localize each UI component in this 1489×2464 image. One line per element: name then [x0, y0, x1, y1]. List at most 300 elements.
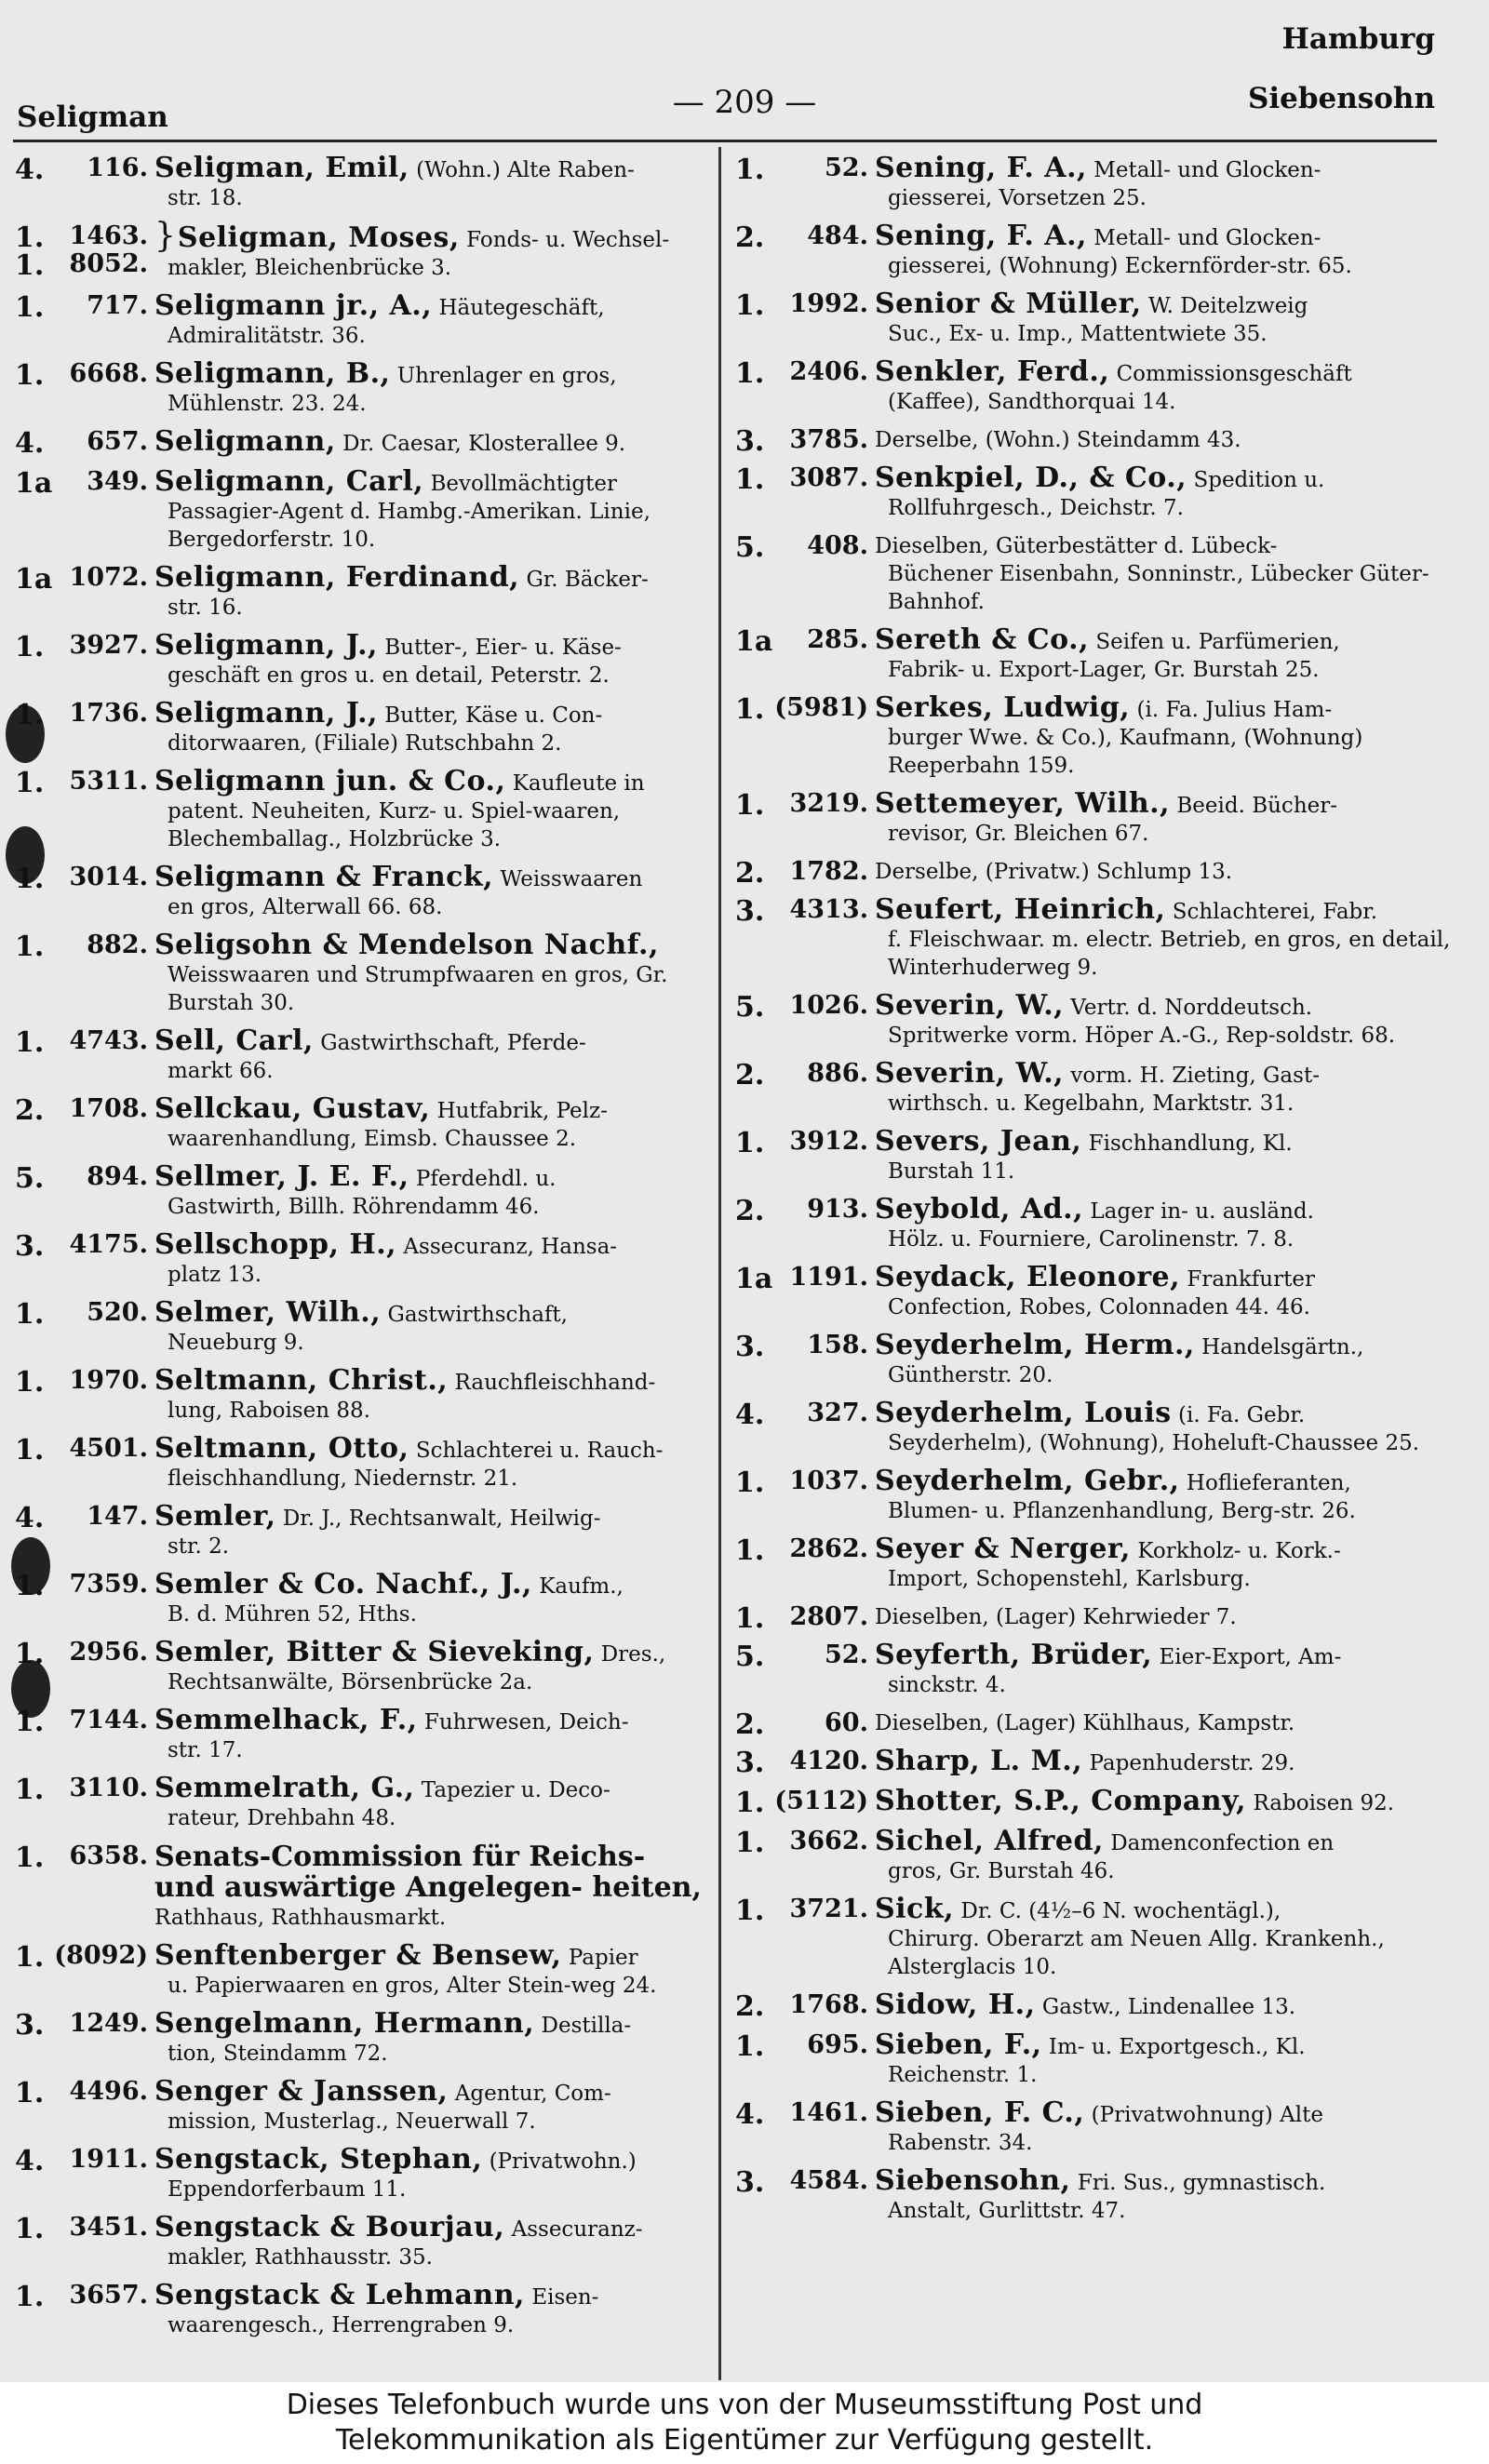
- directory-entry: [15, 2211, 711, 2271]
- directory-entry: [15, 931, 711, 1017]
- phone-number: 349.: [87, 467, 148, 496]
- entry-description: Eisen-: [531, 2285, 599, 2310]
- phone-number: 3087.: [789, 463, 868, 492]
- subscriber-name: Sellschopp, H.,: [154, 1228, 397, 1261]
- entry-text: [154, 697, 711, 757]
- directory-entry: [735, 1329, 1470, 1389]
- volume-number: 5.: [15, 1162, 45, 1195]
- directory-entry: [15, 561, 711, 622]
- volume-number: 1.: [735, 1827, 765, 1859]
- entry-description: Butter, Käse u. Con-: [384, 703, 603, 728]
- directory-entry: [735, 1895, 1470, 1981]
- entry-address: str. 2.: [168, 1534, 230, 1559]
- volume-number: 1.: [735, 289, 765, 322]
- entry-text: [154, 1842, 711, 1932]
- directory-entry: [15, 1364, 711, 1425]
- entry-text: [875, 2096, 1470, 2157]
- directory-entry: [735, 1261, 1470, 1321]
- volume-number: 3.: [15, 2009, 45, 2042]
- directory-entry: [15, 357, 711, 418]
- entry-text: [875, 2164, 1470, 2225]
- phone-number: 717.: [87, 291, 148, 320]
- entry-text: [875, 1329, 1470, 1389]
- entry-description: Häutegeschäft,: [438, 296, 605, 320]
- entry-text: [154, 1500, 711, 1560]
- subscriber-name: Senftenberger & Bensew,: [154, 1939, 562, 1972]
- entry-description: Dieselben, (Lager) Kehrwieder 7.: [875, 1605, 1237, 1629]
- entry-description: Metall- und Glocken-: [1093, 158, 1321, 182]
- entry-description: Fuhrwesen, Deich-: [423, 1710, 629, 1734]
- entry-text: [154, 1636, 711, 1696]
- entry-text: [875, 154, 1470, 212]
- directory-entry: [735, 1825, 1470, 1885]
- directory-entry: [735, 893, 1470, 982]
- directory-entry: [15, 1160, 711, 1221]
- subscriber-name: Seybold, Ad.,: [875, 1193, 1084, 1225]
- entry-description: Papier: [568, 1946, 638, 1970]
- subscriber-name: Seyderhelm, Gebr.,: [875, 1465, 1180, 1497]
- entry-description: (i. Fa. Julius Ham-: [1136, 698, 1333, 722]
- entry-text: [154, 1364, 711, 1425]
- entry-address: Hölz. u. Fourniere, Carolinenstr. 7. 8.: [888, 1227, 1294, 1252]
- directory-entry: [15, 2075, 711, 2136]
- volume-number: 1.: [15, 1434, 45, 1466]
- subscriber-name: Sharp, L. M.,: [875, 1745, 1083, 1777]
- subscriber-name: Settemeyer, Wilh.,: [875, 787, 1171, 820]
- directory-entry: [735, 290, 1470, 348]
- volume-number: 1.: [15, 221, 45, 254]
- subscriber-name: Sieben, F. C.,: [875, 2096, 1085, 2129]
- volume-number: 1.: [15, 2213, 45, 2245]
- entry-text: [154, 1568, 711, 1628]
- entry-address: Rabenstr. 34.: [888, 2131, 1033, 2155]
- entry-text: [875, 1895, 1470, 1981]
- phone-number: 4313.: [789, 895, 868, 924]
- entry-description: Gastwirthschaft, Pferde-: [320, 1031, 586, 1055]
- entry-description: Dres.,: [600, 1642, 666, 1667]
- entry-text: [154, 1939, 711, 2000]
- volume-number: 1.: [735, 789, 765, 822]
- volume-number: 1.: [15, 863, 45, 895]
- entry-description: Agentur, Com-: [454, 2082, 611, 2106]
- entry-description: Assecuranz-: [511, 2217, 643, 2242]
- entry-text: [154, 561, 711, 622]
- page-number: — 209 —: [672, 84, 817, 121]
- subscriber-name: Seyderhelm, Louis: [875, 1397, 1172, 1429]
- subscriber-name: Shotter, S.P., Company,: [875, 1785, 1247, 1817]
- entry-description: Assecuranz, Hansa-: [403, 1235, 618, 1259]
- entry-text: [154, 931, 711, 1017]
- entry-text: [875, 1057, 1470, 1118]
- entry-text: [875, 1825, 1470, 1885]
- phone-number: 4743.: [69, 1026, 148, 1055]
- subscriber-name: Seligman, Moses,: [177, 221, 460, 254]
- volume-number: 1.: [15, 2281, 45, 2313]
- entry-address: str. 16.: [168, 596, 243, 620]
- subscriber-name: Sieben, F.,: [875, 2029, 1042, 2061]
- phone-number: 886.: [807, 1059, 868, 1088]
- entry-description: Hutfabrik, Pelz-: [436, 1099, 608, 1123]
- phone-number: 408.: [807, 531, 868, 560]
- directory-entry: [735, 1785, 1470, 1819]
- volume-number: 1.: [15, 631, 45, 663]
- entry-text: [875, 1745, 1470, 1777]
- volume-number: 1.: [15, 1638, 45, 1670]
- directory-entry: [735, 1745, 1470, 1779]
- phone-number: 2406.: [789, 357, 868, 386]
- volume-number: 1.: [735, 154, 765, 186]
- directory-entry: [15, 217, 711, 282]
- directory-entry: [735, 355, 1470, 416]
- entry-text: [875, 989, 1470, 1050]
- directory-entry: [15, 1228, 711, 1289]
- entry-text: [875, 1709, 1470, 1737]
- entry-address: Weisswaaren und Strumpfwaaren en gros, Gr. Burstah 30.: [168, 963, 668, 1015]
- entry-description: Kaufleute in: [512, 771, 645, 796]
- entry-address: (Kaffee), Sandthorquai 14.: [888, 390, 1176, 414]
- volume-number: 1.: [735, 463, 765, 496]
- entry-description: Vertr. d. Norddeutsch.: [1070, 996, 1313, 1020]
- subscriber-name: Seligmann, Ferdinand,: [154, 561, 520, 594]
- entry-text: [875, 1193, 1470, 1253]
- directory-entry: [735, 1602, 1470, 1635]
- subscriber-name: Seligmann jr., A.,: [154, 289, 433, 322]
- entry-address: rateur, Drehbahn 48.: [168, 1806, 396, 1830]
- entry-address: Gastwirth, Billh. Röhrendamm 46.: [168, 1195, 540, 1219]
- phone-number: 3657.: [69, 2281, 148, 2310]
- phone-number: 3451.: [69, 2213, 148, 2242]
- entry-address: waarengesch., Herrengraben 9.: [168, 2313, 515, 2337]
- phone-number: 1461.: [789, 2098, 868, 2127]
- entry-text: [875, 893, 1470, 982]
- entry-text: [875, 1785, 1470, 1817]
- entry-description: Raboisen 92.: [1253, 1791, 1395, 1815]
- directory-entry: [15, 697, 711, 757]
- phone-number: 3110.: [69, 1774, 148, 1802]
- phone-number: 3014.: [69, 863, 148, 891]
- volume-number: 1.: [735, 1895, 765, 1927]
- entry-address: fleischhandlung, Niedernstr. 21.: [168, 1466, 518, 1491]
- volume-number: 4.: [15, 154, 45, 186]
- directory-entry: [15, 765, 711, 853]
- volume-number: 5.: [735, 991, 765, 1024]
- entry-text: [154, 765, 711, 853]
- entry-address: geschäft en gros u. en detail, Peterstr. 2.: [168, 663, 610, 688]
- directory-entry: [15, 1568, 711, 1628]
- entry-address: str. 18.: [168, 186, 243, 210]
- entry-text: [154, 1432, 711, 1493]
- directory-entry: [15, 2143, 711, 2203]
- phone-number: (8092): [54, 1941, 148, 1970]
- phone-number: 1708.: [69, 1094, 148, 1123]
- directory-entry: [15, 1774, 711, 1832]
- subscriber-name: Seligmann, B.,: [154, 357, 391, 390]
- entry-address: Confection, Robes, Colonnaden 44. 46.: [888, 1295, 1310, 1319]
- directory-entry: [15, 2007, 711, 2068]
- entry-text: [875, 1991, 1470, 2021]
- subscriber-name: Seligmann, J.,: [154, 697, 378, 730]
- subscriber-name: Seligmann jun. & Co.,: [154, 765, 506, 797]
- entry-address: mission, Musterlag., Neuerwall 7.: [168, 2109, 536, 2134]
- brace-mark: }: [154, 217, 176, 255]
- subscriber-name: Semmelrath, G.,: [154, 1772, 415, 1804]
- entry-text: [875, 290, 1470, 348]
- volume-number: 3.: [735, 1331, 765, 1363]
- entry-address: makler, Rathhausstr. 35.: [168, 2245, 433, 2270]
- entry-address: giesserei, (Wohnung) Eckernförder-str. 65.: [888, 254, 1352, 278]
- entry-address: Eppendorferbaum 11.: [168, 2177, 407, 2202]
- phone-number: (5112): [774, 1787, 868, 1815]
- phone-number: 1249.: [69, 2009, 148, 2038]
- volume-number: 3.: [15, 1230, 45, 1263]
- entry-text: [875, 1641, 1470, 1699]
- entry-description: Gastw., Lindenallee 13.: [1041, 1995, 1296, 2019]
- entry-address: burger Wwe. & Co.), Kaufmann, (Wohnung) Reeperbahn 159.: [888, 726, 1363, 778]
- entry-text: [875, 691, 1470, 780]
- entry-address: Rollfuhrgesch., Deichstr. 7.: [888, 496, 1184, 520]
- phone-number: 520.: [87, 1298, 148, 1327]
- directory-entry: [15, 425, 711, 460]
- entry-text: [154, 1160, 711, 1221]
- subscriber-name: Seufert, Heinrich,: [875, 893, 1166, 926]
- entry-text: [875, 532, 1470, 616]
- phone-number: 913.: [807, 1195, 868, 1224]
- city-heading: Hamburg: [1281, 22, 1435, 56]
- phone-number: 285.: [807, 625, 868, 654]
- subscriber-name: Semler, Bitter & Sieveking,: [154, 1636, 595, 1668]
- subscriber-name: Senger & Janssen,: [154, 2075, 449, 2108]
- entry-description: Dieselben, Güterbestätter d. Lübeck-: [875, 534, 1278, 558]
- phone-number: 4175.: [69, 1230, 148, 1259]
- entry-description: Destilla-: [541, 2014, 632, 2038]
- phone-number: 1970.: [69, 1366, 148, 1395]
- entry-text: [154, 357, 711, 418]
- subscriber-name: Serkes, Ludwig,: [875, 691, 1131, 724]
- entry-address: en gros, Alterwall 66. 68.: [168, 895, 443, 919]
- entry-description: Pferdehdl. u.: [415, 1167, 557, 1191]
- volume-number: 1.: [735, 357, 765, 390]
- volume-number: 2.: [735, 1059, 765, 1091]
- directory-entry: [735, 691, 1470, 780]
- volume-number: 1.: [735, 693, 765, 726]
- entry-text: [154, 2007, 711, 2068]
- entry-description: Dr. Caesar, Klosterallee 9.: [342, 432, 626, 456]
- phone-number: 1736.: [69, 699, 148, 728]
- entry-description: Rathhaus, Rathhausmarkt.: [154, 1906, 447, 1930]
- subscriber-name: Seligman, Emil,: [154, 152, 409, 184]
- phone-number: 327.: [807, 1399, 868, 1427]
- directory-entry: [15, 1432, 711, 1493]
- entry-description: Korkholz- u. Kork.-: [1137, 1539, 1341, 1563]
- entry-address: Chirurg. Oberarzt am Neuen Allg. Krankenh., Alsterglacis 10.: [888, 1927, 1385, 1979]
- volume-number: 1.: [15, 291, 45, 324]
- volume-number: 1.: [15, 767, 45, 799]
- subscriber-name: Sereth & Co.,: [875, 623, 1090, 656]
- subscriber-name: Seligmann,: [154, 425, 336, 458]
- volume-number: 1.: [735, 2030, 765, 2063]
- entry-text: [875, 1535, 1470, 1593]
- phone-number: 1992.: [789, 289, 868, 318]
- volume-number: 4.: [15, 2145, 45, 2177]
- directory-entry: [735, 1991, 1470, 2021]
- entry-text: [875, 787, 1470, 848]
- entry-address: Büchener Eisenbahn, Sonninstr., Lübecker Güter-Bahnhof.: [888, 562, 1429, 614]
- directory-entry: [735, 532, 1470, 616]
- directory-entry: [15, 1500, 711, 1560]
- entry-text: [154, 2143, 711, 2203]
- entry-text: [875, 1603, 1470, 1631]
- subscriber-name: Semmelhack, F.,: [154, 1704, 418, 1736]
- phone-number: 3785.: [789, 425, 868, 454]
- entry-address: Güntherstr. 20.: [888, 1363, 1053, 1387]
- entry-address: giesserei, Vorsetzen 25.: [888, 186, 1147, 210]
- phone-number: 3927.: [69, 631, 148, 660]
- entry-description: Frankfurter: [1187, 1267, 1315, 1292]
- volume-number: 1.: [15, 699, 45, 731]
- subscriber-name: Seligmann, J.,: [154, 629, 378, 662]
- directory-entry: [735, 2096, 1470, 2157]
- entry-text: [875, 1125, 1470, 1185]
- entry-address: Neueburg 9.: [168, 1331, 304, 1355]
- entry-address: Admiralitätstr. 36.: [168, 324, 366, 348]
- subscriber-name: Sening, F. A.,: [875, 152, 1087, 184]
- entry-address: waarenhandlung, Eimsb. Chaussee 2.: [168, 1127, 577, 1151]
- volume-number: 2.: [15, 1094, 45, 1127]
- subscriber-name: Sidow, H.,: [875, 1989, 1036, 2021]
- volume-number: 4.: [15, 427, 45, 460]
- phone-number: 4584.: [789, 2166, 868, 2195]
- phone-number: 695.: [807, 2030, 868, 2059]
- subscriber-name: Sengstack, Stephan,: [154, 2143, 483, 2176]
- entry-text: [154, 1092, 711, 1153]
- volume-number: 1.: [735, 1787, 765, 1819]
- entry-description: Commissionsgeschäft: [1116, 362, 1352, 386]
- directory-entry: [735, 623, 1470, 684]
- entry-text: [875, 464, 1470, 522]
- entry-text: [875, 2031, 1470, 2089]
- directory-entry: [735, 222, 1470, 280]
- entry-text: [154, 465, 711, 554]
- phone-number: 1463. 8052.: [69, 221, 148, 278]
- entry-text: [154, 217, 711, 282]
- footer-line-2: Telekommunikation als Eigentümer zur Verfügung gestellt.: [335, 2424, 1154, 2457]
- entry-address: Fabrik- u. Export-Lager, Gr. Burstah 25.: [888, 658, 1320, 682]
- entry-address: Seyderhelm), (Wohnung), Hoheluft-Chaussee 25.: [888, 1431, 1420, 1455]
- phone-number: 52.: [825, 1640, 868, 1669]
- subscriber-name: Sengelmann, Hermann,: [154, 2007, 535, 2040]
- header-rule: [13, 140, 1437, 142]
- entry-text: [875, 623, 1470, 684]
- entry-address: tion, Steindamm 72.: [168, 2042, 388, 2066]
- phone-number: 4501.: [69, 1434, 148, 1463]
- entry-text: [154, 2075, 711, 2136]
- entry-text: [154, 2211, 711, 2271]
- entry-address: B. d. Mühren 52, Hths.: [168, 1602, 417, 1627]
- phone-number-2: 8052.: [69, 249, 148, 278]
- entry-description: Eier-Export, Am-: [1159, 1645, 1342, 1669]
- entry-description: Gastwirthschaft,: [387, 1303, 568, 1327]
- directory-entry: [735, 154, 1470, 212]
- entry-text: [154, 1774, 711, 1832]
- entry-description: (Wohn.) Alte Raben-: [416, 158, 635, 182]
- phone-number: 3912.: [789, 1127, 868, 1156]
- volume-number-2: 1.: [15, 249, 45, 282]
- entry-address: gros, Gr. Burstah 46.: [888, 1859, 1115, 1883]
- subscriber-name: Sick,: [875, 1893, 955, 1925]
- entry-address: markt 66.: [168, 1059, 274, 1083]
- directory-entry: [735, 2031, 1470, 2089]
- volume-number: 1.: [735, 1466, 765, 1499]
- entry-address: patent. Neuheiten, Kurz- u. Spiel-waaren, Blechemballag., Holzbrücke 3.: [168, 799, 621, 851]
- directory-entry: [15, 289, 711, 350]
- entry-text: [154, 1704, 711, 1764]
- entry-description: Spedition u.: [1193, 468, 1325, 492]
- phone-number: 4120.: [789, 1747, 868, 1775]
- volume-number: 4.: [15, 1502, 45, 1534]
- entry-description: Damenconfection en: [1110, 1831, 1335, 1855]
- directory-entry: [15, 154, 711, 212]
- entry-description: Fri. Sus., gymnastisch.: [1077, 2171, 1326, 2195]
- entry-address: lung, Raboisen 88.: [168, 1399, 370, 1423]
- entry-description: Fonds- u. Wechsel-: [466, 228, 670, 252]
- entry-text: [154, 154, 711, 212]
- subscriber-name: Sening, F. A.,: [875, 220, 1087, 252]
- entry-address: Rechtsanwälte, Börsenbrücke 2a.: [168, 1670, 533, 1694]
- entry-description: Uhrenlager en gros,: [396, 364, 617, 388]
- entry-description: Derselbe, (Privatw.) Schlump 13.: [875, 860, 1233, 884]
- subscriber-name: Severs, Jean,: [875, 1125, 1082, 1158]
- subscriber-name: Seligsohn & Mendelson Nachf.,: [154, 929, 659, 961]
- directory-entry: [15, 1939, 711, 2000]
- entry-address: ditorwaaren, (Filiale) Rutschbahn 2.: [168, 731, 562, 756]
- phone-number: 1037.: [789, 1466, 868, 1495]
- footer-notice: [0, 2382, 1489, 2464]
- directory-entry: [15, 1704, 711, 1764]
- entry-description: Rauchfleischhand-: [454, 1371, 656, 1395]
- phone-number: 158.: [807, 1331, 868, 1359]
- directory-entry: [735, 857, 1470, 890]
- volume-number: 3.: [735, 2166, 765, 2199]
- phone-number: 894.: [87, 1162, 148, 1191]
- entry-text: [154, 629, 711, 690]
- entry-description: vorm. H. Zieting, Gast-: [1070, 1064, 1320, 1088]
- directory-entry: [735, 2164, 1470, 2225]
- directory-entry: [735, 989, 1470, 1050]
- subscriber-name: Seyferth, Brüder,: [875, 1639, 1153, 1671]
- entry-text: [154, 1024, 711, 1085]
- volume-number: 2.: [735, 221, 765, 254]
- entry-address: Mühlenstr. 23. 24.: [168, 392, 367, 416]
- directory-entry: [735, 1193, 1470, 1253]
- volume-number: 1a: [735, 625, 773, 658]
- volume-number: 3.: [735, 895, 765, 928]
- volume-number: 4.: [735, 1399, 765, 1431]
- entry-text: [154, 289, 711, 350]
- volume-number: 1.: [15, 359, 45, 392]
- subscriber-name: Senkler, Ferd.,: [875, 355, 1110, 388]
- left-column: [15, 154, 711, 2350]
- entry-text: [154, 1296, 711, 1357]
- entry-text: [154, 861, 711, 921]
- volume-number: 1.: [15, 931, 45, 963]
- volume-number: 1a: [735, 1263, 773, 1295]
- phone-number: 5311.: [69, 767, 148, 796]
- directory-entry: [15, 1636, 711, 1696]
- entry-description: Metall- und Glocken-: [1093, 226, 1321, 250]
- directory-entry: [735, 1467, 1470, 1525]
- phone-number: 7359.: [69, 1570, 148, 1599]
- entry-address: f. Fleischwaar. m. electr. Betrieb, en gros, en detail, Winterhuderweg 9.: [888, 928, 1451, 980]
